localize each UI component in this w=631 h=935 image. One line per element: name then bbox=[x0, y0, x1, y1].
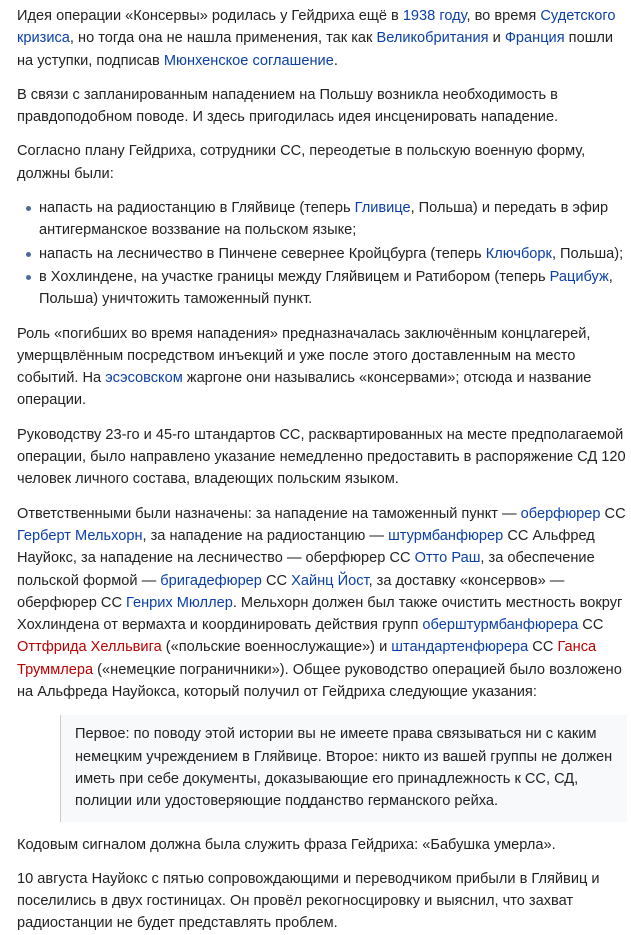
text-run: , Польша) и передать в эфир антигерманское воззвание на польском языке; bbox=[39, 200, 609, 239]
missing-article-link[interactable]: Оттфрида Хелльвига bbox=[17, 639, 162, 656]
list-item bbox=[17, 197, 627, 242]
article-link[interactable]: оберфюрер bbox=[520, 505, 601, 522]
text-run: пошли на уступки, подписав bbox=[17, 30, 614, 69]
text-run: , Польша); bbox=[551, 245, 624, 262]
article-link[interactable]: штандартенфюрера bbox=[391, 639, 529, 656]
article-link[interactable]: Великобритания bbox=[376, 30, 489, 47]
text-run: («немецкие пограничники»). Общее руководство операцией было возложено на Альфреда Науйокса, который получил от Гейдриха следующие указания: bbox=[17, 661, 622, 701]
heydrich-quote bbox=[60, 715, 627, 821]
text-run: , за обеспечение польской формой — bbox=[17, 550, 595, 589]
text-run: Роль «погибших во время нападения» предназначалась заключённым концлагерей, умерщвлённым посредством инъекций и уже после этого доставленным на место событий. На bbox=[17, 325, 591, 387]
text-run: . bbox=[333, 52, 338, 69]
text-run: напасть на лесничество в Пинчене севернее Кройцбурга (теперь bbox=[39, 245, 486, 262]
text-run: , но тогда она не нашла применения, так как bbox=[69, 30, 377, 47]
paragraph-standarten bbox=[17, 424, 627, 491]
text-run: Ответственными были назначены: за нападение на таможенный пункт — bbox=[17, 505, 521, 522]
list-item bbox=[17, 266, 627, 311]
article-link[interactable]: Ключборк bbox=[485, 245, 552, 262]
paragraph-pretext bbox=[17, 84, 627, 129]
article-link[interactable]: Гливице bbox=[354, 200, 411, 217]
text-run: Руководству 23-го и 45-го штандартов СС, расквартированных на месте предполагаемой операции, было направлено указание немедленно предоставить в распоряжение СД 120 человек личного состава, владеющих польским языком. bbox=[17, 426, 626, 488]
paragraph-august-10 bbox=[17, 868, 627, 935]
article-link[interactable]: штурмбанфюрер bbox=[388, 527, 504, 544]
text-run: В связи с запланированным нападением на Польшу возникла необходимость в правдоподобном поводе. И здесь пригодилась идея инсценировать нападение. bbox=[17, 86, 559, 126]
text-run: . Мельхорн должен был также очистить местность вокруг Хохлиндена от вермахта и координировать действия групп bbox=[17, 594, 623, 634]
text-run: СС bbox=[261, 572, 292, 589]
article-link[interactable]: бригадефюрер bbox=[160, 572, 262, 589]
text-run: Кодовым сигналом должна была служить фраза Гейдриха: «Бабушка умерла». bbox=[17, 836, 556, 853]
text-run: и bbox=[488, 30, 505, 47]
article-link[interactable]: Герберт Мельхорн bbox=[17, 527, 143, 544]
paragraph-responsible bbox=[17, 503, 627, 704]
text-run: 10 августа Науйокс с пятью сопровождающими и переводчиком прибыли в Гляйвиц и поселились в двух гостиницах. Он провёл рекогносцировку и выяснил, что захват радиостанции не будет представлять проблем. bbox=[17, 870, 600, 932]
text-run: СС bbox=[528, 639, 558, 656]
text-run: СС Альфред Науйокс, за нападение на лесничество — оберфюрер СС bbox=[17, 527, 595, 567]
text-run: , Польша) уничтожить таможенный пункт. bbox=[39, 268, 613, 308]
list-item bbox=[17, 243, 627, 265]
article-link[interactable]: Судетского кризиса bbox=[17, 8, 616, 47]
plan-list bbox=[17, 197, 627, 310]
article-link[interactable]: эсэсовском bbox=[105, 370, 183, 387]
text-run: Идея операции «Консервы» родилась у Гейдриха ещё в bbox=[17, 8, 403, 24]
text-run: , за доставку «консервов» — оберфюрер СС bbox=[17, 572, 565, 611]
text-run: , во время bbox=[466, 8, 541, 24]
text-run: СС bbox=[600, 505, 626, 522]
text-run: Согласно плану Гейдриха, сотрудники СС, переодетые в польскую военную форму, должны были: bbox=[17, 143, 586, 182]
text-run: Первое: по поводу этой истории вы не имеете права связываться ни с каким немецким учреждением в Гляйвице. Второе: никто из вашей группы не должен иметь при себе документы, доказывающие его принадлежность к СС, СД, полиции или удостоверяющие подданство германского рейха. bbox=[75, 726, 613, 810]
paragraph-victims bbox=[17, 323, 627, 412]
text-run: , за нападение на радиостанцию — bbox=[142, 527, 389, 544]
paragraph-origin bbox=[17, 5, 627, 72]
article-link[interactable]: Отто Раш bbox=[414, 550, 481, 567]
paragraph-plan-intro bbox=[17, 140, 627, 185]
text-run: напасть на радиостанцию в Гляйвице (теперь bbox=[39, 200, 355, 217]
paragraph-code-signal bbox=[17, 834, 627, 856]
text-run: СС bbox=[578, 617, 604, 634]
article-link[interactable]: Франция bbox=[504, 30, 565, 47]
article-link[interactable]: 1938 году bbox=[402, 8, 467, 24]
article-link[interactable]: Хайнц Йост bbox=[291, 572, 369, 589]
missing-article-link[interactable]: Ганса Труммлера bbox=[17, 639, 597, 678]
article-link[interactable]: оберштурмбанфюрера bbox=[422, 617, 579, 634]
article-link[interactable]: Генрих Мюллер bbox=[126, 594, 233, 611]
article-link[interactable]: Мюнхенское соглашение bbox=[163, 52, 334, 69]
text-run: («польские военнослужащие») и bbox=[161, 639, 392, 656]
text-run: жаргоне они назывались «консервами»; отсюда и название операции. bbox=[17, 370, 592, 409]
text-run: в Хохлиндене, на участке границы между Гляйвицем и Ратибором (теперь bbox=[39, 268, 550, 285]
article-link[interactable]: Рацибуж bbox=[549, 268, 609, 285]
